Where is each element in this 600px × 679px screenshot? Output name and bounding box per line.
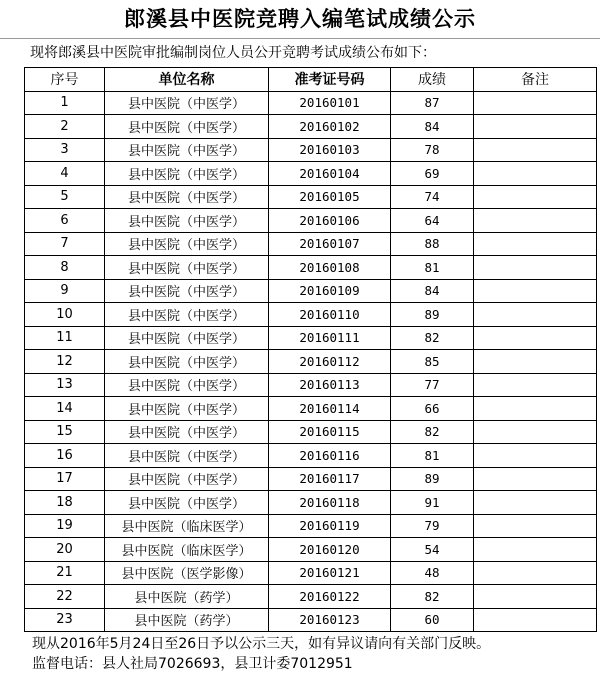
cell-score: 89	[391, 303, 474, 327]
table-row	[25, 279, 597, 303]
table-row	[25, 138, 597, 162]
cell-ticket: 20160108	[269, 256, 391, 280]
scores-table	[24, 67, 597, 632]
cell-seq: 1	[25, 91, 105, 115]
cell-unit: 县中医院（中医学）	[105, 467, 269, 491]
cell-ticket: 20160112	[269, 350, 391, 374]
table-row	[25, 232, 597, 256]
cell-seq: 15	[25, 420, 105, 444]
cell-remark	[474, 608, 597, 632]
cell-ticket: 20160121	[269, 561, 391, 585]
cell-ticket: 20160113	[269, 373, 391, 397]
cell-score: 66	[391, 397, 474, 421]
cell-ticket: 20160123	[269, 608, 391, 632]
cell-remark	[474, 209, 597, 233]
cell-ticket: 20160104	[269, 162, 391, 186]
cell-remark	[474, 115, 597, 139]
table-row	[25, 514, 597, 538]
table-row	[25, 538, 597, 562]
cell-remark	[474, 420, 597, 444]
cell-seq: 23	[25, 608, 105, 632]
cell-seq: 21	[25, 561, 105, 585]
cell-unit: 县中医院（中医学）	[105, 185, 269, 209]
cell-seq: 16	[25, 444, 105, 468]
title-divider	[0, 38, 600, 39]
cell-unit: 县中医院（中医学）	[105, 162, 269, 186]
cell-ticket: 20160118	[269, 491, 391, 515]
cell-remark	[474, 138, 597, 162]
cell-remark	[474, 185, 597, 209]
cell-seq: 8	[25, 256, 105, 280]
cell-ticket: 20160107	[269, 232, 391, 256]
cell-score: 79	[391, 514, 474, 538]
table-row	[25, 397, 597, 421]
table-row	[25, 115, 597, 139]
table-row	[25, 608, 597, 632]
cell-seq: 9	[25, 279, 105, 303]
header-remark: 备注	[474, 68, 597, 92]
cell-score: 81	[391, 256, 474, 280]
page-title: 郎溪县中医院竞聘入编笔试成绩公示	[124, 7, 476, 31]
cell-score: 64	[391, 209, 474, 233]
cell-unit: 县中医院（中医学）	[105, 420, 269, 444]
cell-ticket: 20160115	[269, 420, 391, 444]
cell-remark	[474, 561, 597, 585]
table-row	[25, 326, 597, 350]
table-row	[25, 373, 597, 397]
cell-seq: 5	[25, 185, 105, 209]
cell-unit: 县中医院（中医学）	[105, 138, 269, 162]
cell-remark	[474, 162, 597, 186]
cell-unit: 县中医院（临床医学）	[105, 538, 269, 562]
cell-unit: 县中医院（中医学）	[105, 232, 269, 256]
table-row	[25, 420, 597, 444]
cell-score: 84	[391, 115, 474, 139]
cell-ticket: 20160120	[269, 538, 391, 562]
cell-score: 82	[391, 585, 474, 609]
cell-score: 78	[391, 138, 474, 162]
cell-score: 77	[391, 373, 474, 397]
cell-remark	[474, 256, 597, 280]
cell-score: 74	[391, 185, 474, 209]
cell-remark	[474, 91, 597, 115]
cell-unit: 县中医院（药学）	[105, 585, 269, 609]
cell-score: 69	[391, 162, 474, 186]
table-row	[25, 561, 597, 585]
cell-remark	[474, 585, 597, 609]
cell-ticket: 20160122	[269, 585, 391, 609]
supervision-phone: 监督电话：县人社局7026693，县卫计委7012951	[32, 656, 353, 672]
cell-ticket: 20160116	[269, 444, 391, 468]
header-score: 成绩	[391, 68, 474, 92]
notice-text: 现从2016年5月24日至26日予以公示三天，如有异议请向有关部门反映。	[32, 636, 491, 652]
cell-score: 54	[391, 538, 474, 562]
cell-seq: 17	[25, 467, 105, 491]
cell-seq: 20	[25, 538, 105, 562]
cell-ticket: 20160109	[269, 279, 391, 303]
cell-unit: 县中医院（中医学）	[105, 256, 269, 280]
cell-score: 88	[391, 232, 474, 256]
cell-ticket: 20160103	[269, 138, 391, 162]
cell-seq: 18	[25, 491, 105, 515]
cell-ticket: 20160111	[269, 326, 391, 350]
cell-unit: 县中医院（中医学）	[105, 303, 269, 327]
cell-remark	[474, 350, 597, 374]
cell-unit: 县中医院（中医学）	[105, 115, 269, 139]
cell-score: 48	[391, 561, 474, 585]
header-seq: 序号	[25, 68, 105, 92]
cell-score: 82	[391, 326, 474, 350]
cell-score: 82	[391, 420, 474, 444]
cell-score: 87	[391, 91, 474, 115]
cell-unit: 县中医院（中医学）	[105, 91, 269, 115]
table-row	[25, 444, 597, 468]
cell-ticket: 20160119	[269, 514, 391, 538]
cell-seq: 12	[25, 350, 105, 374]
table-row	[25, 467, 597, 491]
cell-remark	[474, 397, 597, 421]
table-row	[25, 209, 597, 233]
cell-remark	[474, 326, 597, 350]
cell-remark	[474, 444, 597, 468]
table-row	[25, 303, 597, 327]
cell-score: 85	[391, 350, 474, 374]
cell-ticket: 20160110	[269, 303, 391, 327]
cell-seq: 11	[25, 326, 105, 350]
intro-text: 现将郎溪县中医院审批编制岗位人员公开竞聘考试成绩公布如下：	[30, 45, 436, 61]
cell-unit: 县中医院（中医学）	[105, 209, 269, 233]
table-row	[25, 491, 597, 515]
cell-remark	[474, 279, 597, 303]
cell-seq: 6	[25, 209, 105, 233]
cell-unit: 县中医院（药学）	[105, 608, 269, 632]
cell-seq: 14	[25, 397, 105, 421]
cell-remark	[474, 467, 597, 491]
cell-unit: 县中医院（医学影像）	[105, 561, 269, 585]
table-row	[25, 256, 597, 280]
table-row	[25, 91, 597, 115]
cell-seq: 22	[25, 585, 105, 609]
cell-remark	[474, 303, 597, 327]
cell-ticket: 20160101	[269, 91, 391, 115]
cell-score: 81	[391, 444, 474, 468]
header-ticket: 准考证号码	[269, 68, 391, 92]
cell-remark	[474, 232, 597, 256]
table-row	[25, 585, 597, 609]
cell-remark	[474, 538, 597, 562]
cell-score: 89	[391, 467, 474, 491]
cell-score: 84	[391, 279, 474, 303]
cell-unit: 县中医院（中医学）	[105, 397, 269, 421]
cell-unit: 县中医院（中医学）	[105, 326, 269, 350]
cell-seq: 3	[25, 138, 105, 162]
cell-unit: 县中医院（中医学）	[105, 491, 269, 515]
table-row	[25, 185, 597, 209]
cell-unit: 县中医院（中医学）	[105, 373, 269, 397]
cell-score: 60	[391, 608, 474, 632]
cell-seq: 4	[25, 162, 105, 186]
table-header-row	[25, 68, 597, 92]
cell-ticket: 20160114	[269, 397, 391, 421]
cell-unit: 县中医院（中医学）	[105, 444, 269, 468]
cell-seq: 13	[25, 373, 105, 397]
cell-ticket: 20160106	[269, 209, 391, 233]
cell-remark	[474, 373, 597, 397]
cell-seq: 10	[25, 303, 105, 327]
cell-seq: 19	[25, 514, 105, 538]
cell-seq: 2	[25, 115, 105, 139]
cell-unit: 县中医院（中医学）	[105, 350, 269, 374]
cell-score: 91	[391, 491, 474, 515]
cell-seq: 7	[25, 232, 105, 256]
cell-ticket: 20160105	[269, 185, 391, 209]
cell-remark	[474, 514, 597, 538]
cell-ticket: 20160117	[269, 467, 391, 491]
cell-unit: 县中医院（临床医学）	[105, 514, 269, 538]
table-body	[25, 91, 597, 632]
table-row	[25, 162, 597, 186]
cell-remark	[474, 491, 597, 515]
header-unit: 单位名称	[105, 68, 269, 92]
table-row	[25, 350, 597, 374]
cell-unit: 县中医院（中医学）	[105, 279, 269, 303]
cell-ticket: 20160102	[269, 115, 391, 139]
